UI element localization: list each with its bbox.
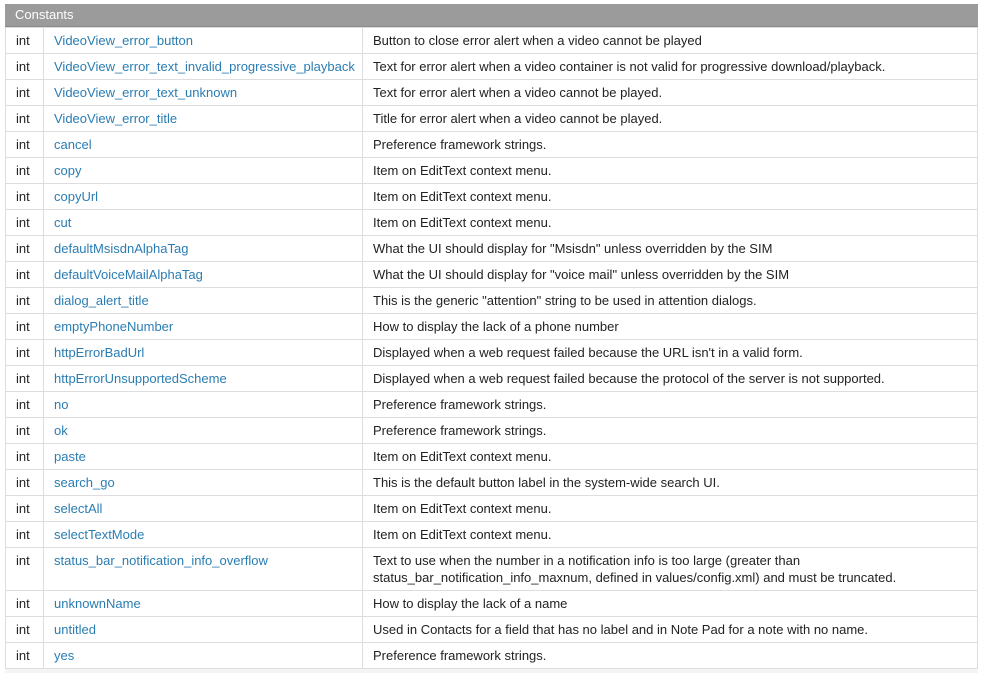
table-row [6,184,978,210]
constant-type: int [6,366,44,392]
constant-name-link[interactable]: VideoView_error_text_invalid_progressive_playback [54,59,355,74]
constant-name-link[interactable]: defaultVoiceMailAlphaTag [54,267,203,282]
table-row [6,288,978,314]
constant-type: int [6,236,44,262]
table-row [6,418,978,444]
constant-description: Item on EditText context menu. [363,522,978,548]
constant-description: This is the default button label in the system-wide search UI. [363,470,978,496]
constant-name-link[interactable]: defaultMsisdnAlphaTag [54,241,189,256]
constant-name-cell [44,366,363,392]
constant-name-cell [44,210,363,236]
constant-description: What the UI should display for "Msisdn" unless overridden by the SIM [363,236,978,262]
table-row [6,28,978,54]
constant-description: Item on EditText context menu. [363,184,978,210]
constant-name-link[interactable]: copy [54,163,82,178]
constant-name-link[interactable]: search_go [54,475,115,490]
constant-name-link[interactable]: VideoView_error_text_unknown [54,85,238,100]
table-row [6,591,978,617]
constant-description: Item on EditText context menu. [363,496,978,522]
constant-type: int [6,643,44,669]
constant-type: int [6,591,44,617]
constant-name-link[interactable]: VideoView_error_title [54,111,178,126]
constant-type: int [6,617,44,643]
constant-description: Item on EditText context menu. [363,158,978,184]
constant-description: Used in Contacts for a field that has no label and in Note Pad for a note with no name. [363,617,978,643]
constant-name-cell [44,54,363,80]
table-row [6,548,978,591]
constant-name-cell [44,548,363,591]
constant-name-cell [44,314,363,340]
constant-type: int [6,54,44,80]
table-row [6,210,978,236]
constant-name-link[interactable]: httpErrorUnsupportedScheme [54,371,227,386]
constant-type: int [6,418,44,444]
constant-description: Item on EditText context menu. [363,444,978,470]
constant-type: int [6,522,44,548]
table-row [6,470,978,496]
constant-description: Displayed when a web request failed because the URL isn't in a valid form. [363,340,978,366]
constant-name-cell [44,470,363,496]
constant-description: How to display the lack of a phone number [363,314,978,340]
constant-name-link[interactable]: status_bar_notification_info_overflow [54,553,268,568]
constant-description: Preference framework strings. [363,418,978,444]
constant-type: int [6,210,44,236]
constant-description: Item on EditText context menu. [363,210,978,236]
constant-type: int [6,496,44,522]
constant-name-link[interactable]: selectTextMode [54,527,145,542]
constant-type: int [6,106,44,132]
constant-name-link[interactable]: cancel [54,137,92,152]
table-row [6,106,978,132]
constant-name-cell [44,132,363,158]
constant-type: int [6,340,44,366]
constant-description: This is the generic "attention" string to be used in attention dialogs. [363,288,978,314]
constant-description: How to display the lack of a name [363,591,978,617]
constant-name-cell [44,184,363,210]
constant-type: int [6,314,44,340]
constant-name-link[interactable]: untitled [54,622,96,637]
constant-name-link[interactable]: no [54,397,69,412]
table-row [6,444,978,470]
constant-name-cell [44,28,363,54]
constants-section [5,4,978,673]
constant-type: int [6,132,44,158]
constant-description: Preference framework strings. [363,643,978,669]
constant-description: Title for error alert when a video cannot be played. [363,106,978,132]
constant-type: int [6,184,44,210]
table-row [6,158,978,184]
section-header: Constants [5,4,978,27]
constant-type: int [6,444,44,470]
constants-table-body [6,28,978,669]
constant-name-link[interactable]: ok [54,423,68,438]
constant-type: int [6,392,44,418]
constant-description: Text to use when the number in a notification info is too large (greater than status_bar_notification_info_maxnum, defined in values/config.xml) and must be truncated. [363,548,978,591]
table-row [6,314,978,340]
constant-description: Displayed when a web request failed because the protocol of the server is not supported. [363,366,978,392]
constant-name-cell [44,340,363,366]
table-row [6,643,978,669]
constant-description: Text for error alert when a video container is not valid for progressive download/playback. [363,54,978,80]
constant-type: int [6,262,44,288]
constant-type: int [6,288,44,314]
table-row [6,236,978,262]
constant-description: Text for error alert when a video cannot be played. [363,80,978,106]
constant-type: int [6,158,44,184]
constant-name-link[interactable]: unknownName [54,596,141,611]
constant-name-link[interactable]: httpErrorBadUrl [54,345,145,360]
constant-type: int [6,548,44,591]
table-row [6,132,978,158]
constant-name-cell [44,262,363,288]
table-row [6,522,978,548]
constant-name-link[interactable]: copyUrl [54,189,99,204]
constant-name-cell [44,496,363,522]
constants-table [5,27,978,669]
constant-name-link[interactable]: selectAll [54,501,103,516]
constant-name-link[interactable]: yes [54,648,75,663]
table-row [6,80,978,106]
constant-name-link[interactable]: emptyPhoneNumber [54,319,174,334]
table-row [6,392,978,418]
constant-description: What the UI should display for "voice mail" unless overridden by the SIM [363,262,978,288]
table-row [6,340,978,366]
table-row [6,617,978,643]
constant-name-cell [44,80,363,106]
constant-description: Preference framework strings. [363,392,978,418]
constant-name-cell [44,158,363,184]
table-row [6,262,978,288]
constant-name-link[interactable]: dialog_alert_title [54,293,149,308]
table-row [6,496,978,522]
constant-name-cell [44,418,363,444]
constant-name-cell [44,522,363,548]
constant-name-link[interactable]: cut [54,215,72,230]
constant-name-cell [44,236,363,262]
constant-name-cell [44,288,363,314]
table-row [6,366,978,392]
constant-type: int [6,470,44,496]
constant-name-cell [44,617,363,643]
constant-name-cell [44,444,363,470]
constant-name-link[interactable]: VideoView_error_button [54,33,194,48]
constant-type: int [6,80,44,106]
constant-name-cell [44,106,363,132]
constant-type: int [6,28,44,54]
constant-description: Preference framework strings. [363,132,978,158]
constant-name-cell [44,392,363,418]
constant-description: Button to close error alert when a video cannot be played [363,28,978,54]
constant-name-cell [44,591,363,617]
table-row [6,54,978,80]
constant-name-link[interactable]: paste [54,449,86,464]
constant-name-cell [44,643,363,669]
